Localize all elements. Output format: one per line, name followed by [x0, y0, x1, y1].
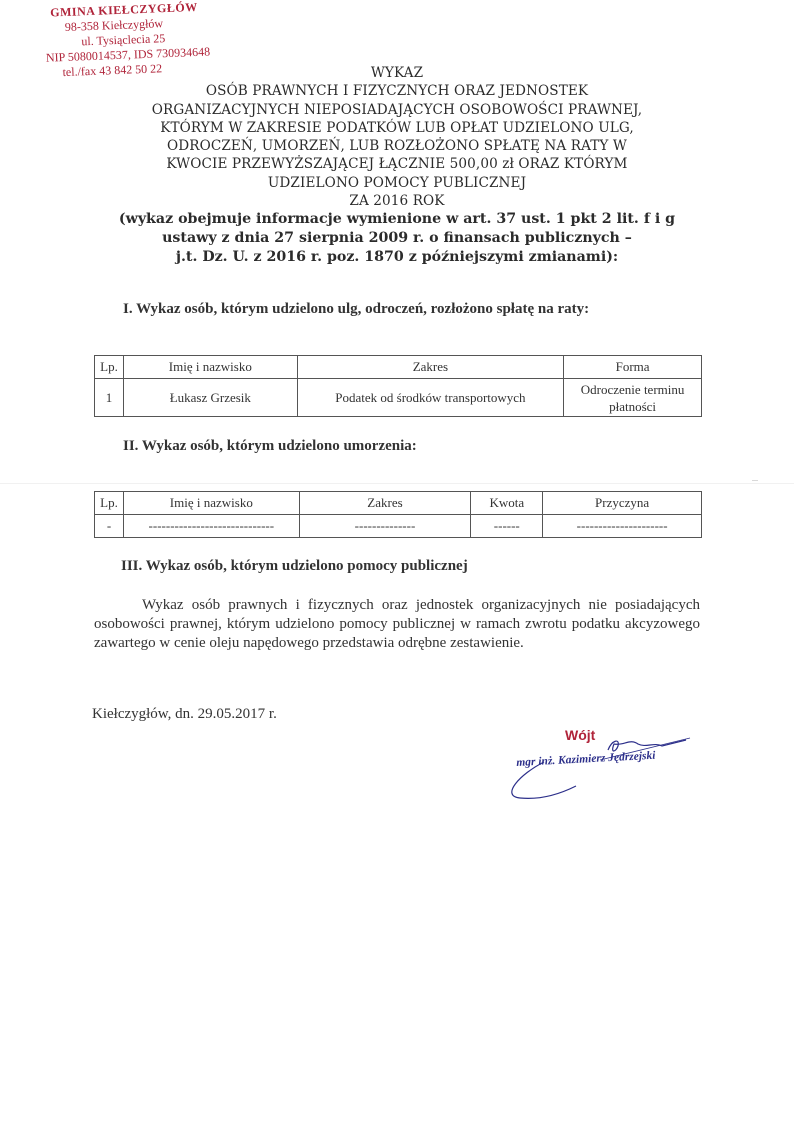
legal-basis-line: j.t. Dz. U. z 2016 r. poz. 1870 z późniejszymi zmianami): — [175, 249, 619, 266]
table-cell-form: Odroczenie terminu płatności — [564, 379, 702, 417]
table-cell-amount: ------ — [471, 515, 543, 538]
table-cell-lp: - — [95, 515, 124, 538]
stamp-line: tel./fax 43 842 50 22 — [62, 61, 163, 80]
column-header: Lp. — [95, 356, 124, 379]
table-cell-name: Łukasz Grzesik — [123, 379, 297, 417]
column-header: Kwota — [471, 492, 543, 515]
reliefs-table — [94, 355, 702, 417]
scan-artifact-line — [0, 483, 794, 484]
title-line: KTÓRYM W ZAKRESIE PODATKÓW LUB OPŁAT UDZIELONO ULG, — [160, 119, 634, 136]
public-aid-paragraph: Wykaz osób prawnych i fizycznych oraz jednostek organizacyjnych nie posiadających osobowości prawnej, którym udzielono pomocy publicznej w ramach zwrotu podatku akcyzowego zawartego w cenie oleju napędowego przedstawia odrębne zestawienie. — [94, 597, 700, 651]
table-header-row — [95, 492, 702, 515]
title-line: OSÓB PRAWNYCH I FIZYCZNYCH ORAZ JEDNOSTEK — [205, 83, 589, 100]
legal-basis-line: ustawy z dnia 27 sierpnia 2009 r. o finansach publicznych – — [162, 230, 632, 247]
column-header: Forma — [564, 356, 702, 379]
column-header: Zakres — [299, 492, 471, 515]
column-header: Imię i nazwisko — [123, 356, 297, 379]
section-1-heading: I. Wykaz osób, którym udzielono ulg, odroczeń, rozłożono spłatę na raty: — [123, 301, 590, 317]
table-cell-scope: Podatek od środków transportowych — [297, 379, 564, 417]
stamp-line: NIP 5080014537, IDS 730934648 — [45, 44, 211, 65]
official-name-stamp: mgr inż. Kazimierz Jędrzejski — [516, 749, 656, 769]
stamp-line: 98-358 Kiełczygłów — [64, 16, 164, 34]
title-line: KWOCIE PRZEWYŻSZAJĄCEJ ŁĄCZNIE 500,00 zł ORAZ KTÓRYM — [166, 156, 628, 173]
title-line: ODROCZEŃ, UMORZEŃ, LUB ROZŁOŻONO SPŁATĘ NA RATY W — [167, 138, 627, 155]
table-header-row — [95, 356, 702, 379]
official-title: Wójt — [565, 727, 596, 743]
document-title — [90, 64, 704, 267]
column-header: Zakres — [297, 356, 564, 379]
column-header: Imię i nazwisko — [123, 492, 299, 515]
title-line: ORGANIZACYJNYCH NIEPOSIADAJĄCYCH OSOBOWOŚCI PRAWNEJ, — [151, 101, 643, 118]
remissions-table — [94, 491, 702, 538]
place-and-date: Kiełczygłów, dn. 29.05.2017 r. — [92, 706, 277, 722]
section-2-heading: II. Wykaz osób, którym udzielono umorzenia: — [123, 438, 417, 454]
table-row — [95, 379, 702, 417]
legal-basis-line: (wykaz obejmuje informacje wymienione w art. 37 ust. 1 pkt 2 lit. f i g — [118, 211, 676, 228]
title-line: ZA 2016 ROK — [349, 193, 445, 210]
title-line: UDZIELONO POMOCY PUBLICZNEJ — [267, 174, 527, 191]
scan-artifact-mark — [752, 480, 758, 481]
table-cell-reason: --------------------- — [543, 515, 702, 538]
column-header: Przyczyna — [543, 492, 702, 515]
table-row — [95, 515, 702, 538]
section-3-heading: III. Wykaz osób, którym udzielono pomocy publicznej — [121, 558, 468, 574]
stamp-line: ul. Tysiąclecia 25 — [81, 31, 166, 49]
column-header: Lp. — [95, 492, 124, 515]
table-cell-scope: -------------- — [299, 515, 471, 538]
table-cell-name: ----------------------------- — [123, 515, 299, 538]
stamp-line: GMINA KIEŁCZYGŁÓW — [49, 0, 198, 20]
title-line: WYKAZ — [370, 65, 424, 81]
table-cell-lp: 1 — [95, 379, 124, 417]
